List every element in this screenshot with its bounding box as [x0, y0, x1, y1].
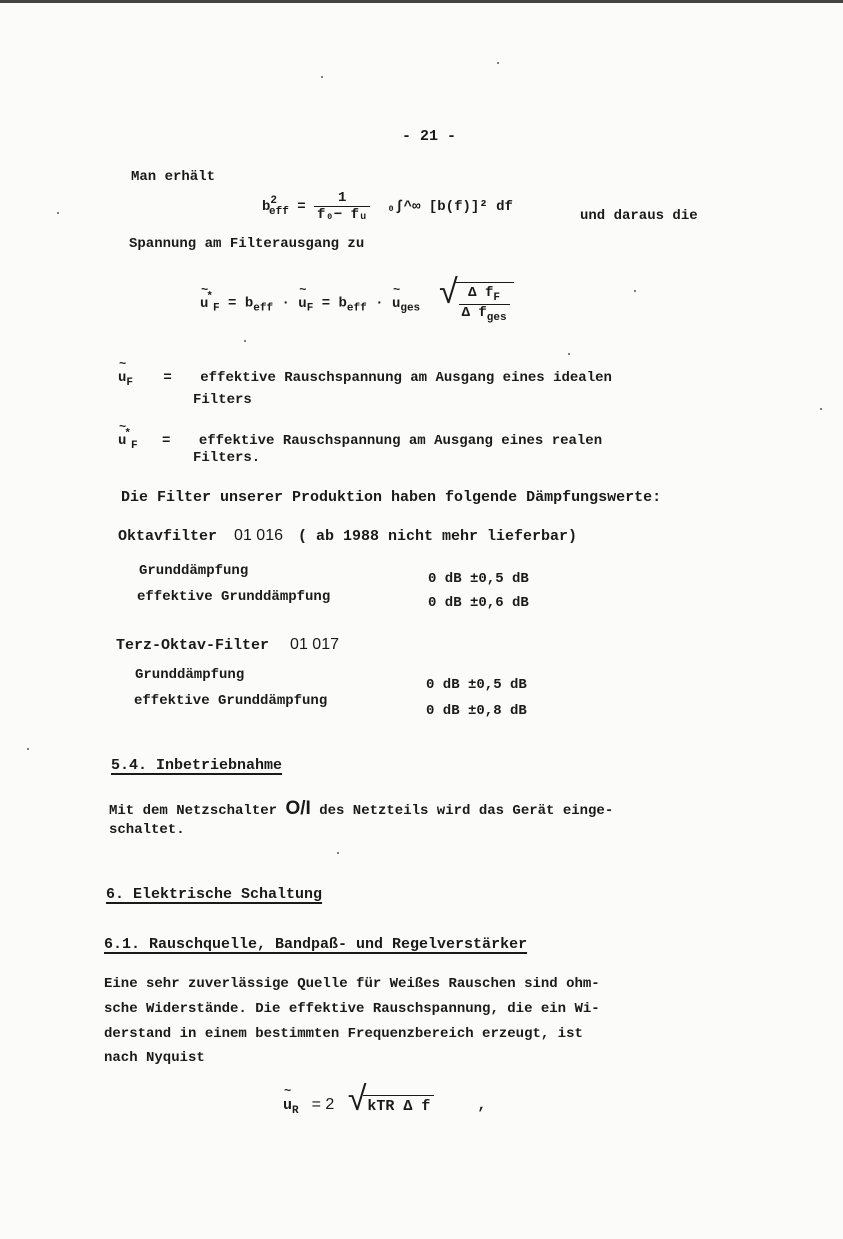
octave-row-value: 0 dB ±0,5 dB [428, 571, 529, 587]
intro2-text: Spannung am Filterausgang zu [129, 236, 365, 252]
terz-row-label: Grunddämpfung [135, 667, 245, 683]
power-switch-symbol: O/I [285, 798, 311, 819]
paragraph-6-1-line: nach Nyquist [104, 1050, 205, 1066]
paragraph-5-4-line1: Mit dem Netzschalter O/I des Netzteils wird das Gerät einge- [109, 798, 614, 819]
beff-sup: 2 [270, 195, 278, 208]
fraction-denominator: f₀− fᵤ [317, 207, 368, 223]
terz-row-value: 0 dB ±0,8 dB [426, 703, 527, 719]
formula1-tail: und daraus die [580, 208, 698, 224]
sqrt-nyquist: √ kTR Δ f [347, 1095, 434, 1115]
paragraph-6-1-line: derstand in einem bestimmten Frequenzbereich erzeugt, ist [104, 1026, 583, 1042]
octave-row-label: effektive Grunddämpfung [137, 589, 331, 605]
definition-ideal-cont: Filters [193, 392, 252, 408]
terz-row-value: 0 dB ±0,5 dB [426, 677, 527, 693]
octave-filter-title: Oktavfilter 01 016 ( ab 1988 nicht mehr lieferbar) [118, 527, 578, 545]
paragraph-5-4-line2: schaltet. [109, 822, 185, 838]
filter-intro: Die Filter unserer Produktion haben folgende Dämpfungswerte: [121, 489, 662, 506]
intro-text: Man erhält [131, 169, 216, 185]
definition-ideal: ~ $u_F$ = effektive Rauschspannung am Ausgang eines idealen [118, 370, 612, 389]
paragraph-6-1-line: sche Widerstände. Die effektive Rauschspannung, die ein Wi- [104, 1001, 600, 1017]
formula-beff: $b^2_{eff}$ = $\frac{1}{\text{f₀− fᵤ}}$ ₀∫^∞ [b(f)]² df [262, 190, 513, 223]
beff-sub: eff [269, 206, 289, 219]
octave-row-value: 0 dB ±0,6 dB [428, 595, 529, 611]
terz-filter-title: Terz-Oktav-Filter 01 017 [116, 636, 339, 654]
section-heading-5-4: 5.4. Inbetriebnahme [111, 757, 283, 774]
formula-uf-star: ~ $u^*_F = b_{eff}$ · ~ $u_F = b_{eff}$ · ~ $u_{ges}$ √ $\frac{\Delta f_F}{\Delta f_{ges}}$ [200, 282, 514, 324]
page-number: - 21 - [402, 128, 457, 145]
terz-row-label: effektive Grunddämpfung [134, 693, 328, 709]
formula-fraction [314, 190, 370, 223]
formula-integral: ₀∫^∞ [b(f)]² df [386, 199, 513, 216]
section-heading-6-1: 6.1. Rauschquelle, Bandpaß- und Regelverstärker [104, 936, 528, 953]
top-border [0, 0, 843, 3]
sqrt-bandwidth: √ $\frac{\Delta f_F}{\Delta f_{ges}}$ [439, 282, 514, 324]
beff-symbol: b [262, 199, 271, 216]
u-sub-f: F [213, 302, 220, 315]
definition-real-cont: Filters. [193, 450, 261, 466]
formula-nyquist: ~ $u_R = 2$ √ kTR Δ f , [283, 1095, 486, 1117]
paragraph-6-1-line: Eine sehr zuverlässige Quelle für Weißes Rauschen sind ohm- [104, 976, 600, 992]
definition-real: ~ $u^*_F$ = effektive Rauschspannung am Ausgang eines realen [118, 428, 602, 452]
section-heading-6: 6. Elektrische Schaltung [106, 886, 323, 903]
fraction-numerator: 1 [314, 190, 370, 207]
octave-row-label: Grunddämpfung [139, 563, 249, 579]
u-tilde: ~ u [200, 296, 208, 312]
